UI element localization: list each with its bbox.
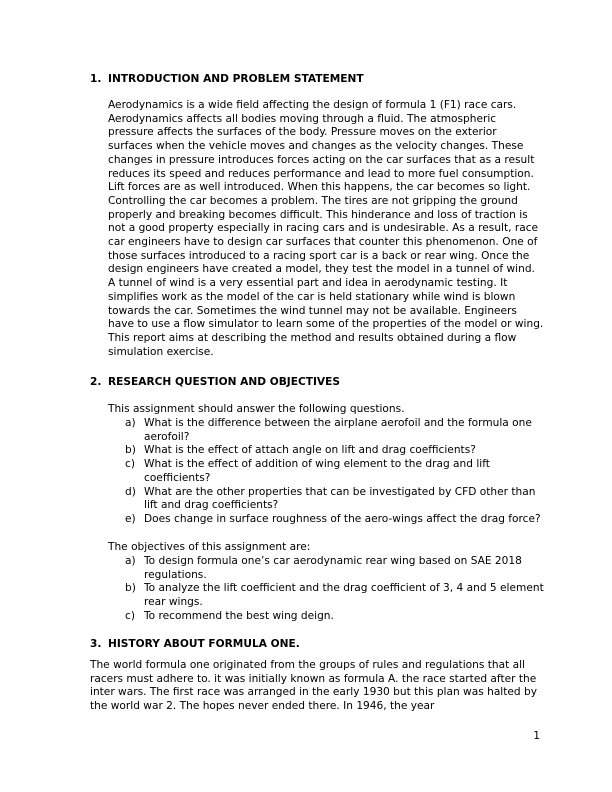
list-item: c) To recommend the best wing deign. bbox=[125, 609, 334, 622]
list-item: b) To analyze the lift coefficient and the drag coefficient of 3, 4 and 5 element rear wings. bbox=[125, 582, 544, 609]
section-1-title: INTRODUCTION AND PROBLEM STATEMENT bbox=[108, 73, 364, 85]
list-item: c) What is the effect of addition of wing element to the drag and lift coefficients? bbox=[125, 458, 490, 484]
list-item: a) What is the difference between the airplane aerofoil and the formula one aerofoil? bbox=[125, 417, 532, 443]
list-item: b) What is the effect of attach angle on lift and drag coefficients? bbox=[125, 444, 476, 457]
list-item: a) To design formula one’s car aerodynamic rear wing based on SAE 2018 regulations. bbox=[125, 555, 522, 581]
section-2-number: 2. bbox=[90, 376, 102, 388]
section-1-heading bbox=[90, 72, 364, 86]
objectives-intro: The objectives of this assignment are: bbox=[108, 541, 311, 553]
list-item: d) What are the other properties that can be investigated by CFD other than lift and drag coefficients? bbox=[125, 485, 536, 512]
section-3-number: 3. bbox=[90, 638, 102, 650]
section-1-number: 1. bbox=[90, 73, 102, 85]
section-3-heading bbox=[90, 637, 300, 651]
section-2-intro: This assignment should answer the following questions. bbox=[108, 403, 405, 415]
section-2-title: RESEARCH QUESTION AND OBJECTIVES bbox=[108, 376, 340, 388]
objectives-list bbox=[125, 555, 550, 624]
list-item: e) Does change in surface roughness of the aero-wings affect the drag force? bbox=[125, 512, 541, 525]
questions-list bbox=[125, 417, 550, 527]
page-number: 1 bbox=[533, 730, 540, 742]
section-2-heading bbox=[90, 375, 340, 389]
section-1-body: Aerodynamics is a wide field affecting the design of formula 1 (F1) race cars. Aerodynamics affects all bodies moving through a fluid. The atmospheric pressure affects the surfaces of the body. Pressure moves on the exterior surfaces when the vehicle moves and changes as the velocity changes. These changes in pressure introduces forces acting on the car surfaces that as a result reduces its speed and reduces performance and lead to more fuel consumption. Lift forces are as well introduced. When this happens, the car becomes so light. Controlling the car becomes a problem. The tires are not gripping the ground properly and breaking becomes difficult. This hinderance and loss of traction is not a good property especially in racing cars and is undesirable. As a result, race car engineers have to design car surfaces that counter this phenomenon. One of those surfaces introduced to a racing sport car is a back or rear wing. Once the design engineers have created a model, they test the model in a tunnel of wind. A tunnel of wind is a very essential part and idea in aerodynamic testing. It simplifies work as the model of the car is held stationary while wind is blown towards the car. Sometimes the wind tunnel may not be available. Engineers have to use a flow simulator to learn some of the properties of the model or wing. This report aims at describing the method and results obtained during a flow simulation exercise. bbox=[108, 99, 544, 358]
section-3-body: The world formula one originated from the groups of rules and regulations that all racers must adhere to. it was initially known as formula A. the race started after the inter wars. The first race was arranged in the early 1930 but this plan was halted by the world war 2. The hopes never ended there. In 1946, the year bbox=[90, 659, 538, 713]
section-3-title: HISTORY ABOUT FORMULA ONE. bbox=[108, 638, 300, 650]
